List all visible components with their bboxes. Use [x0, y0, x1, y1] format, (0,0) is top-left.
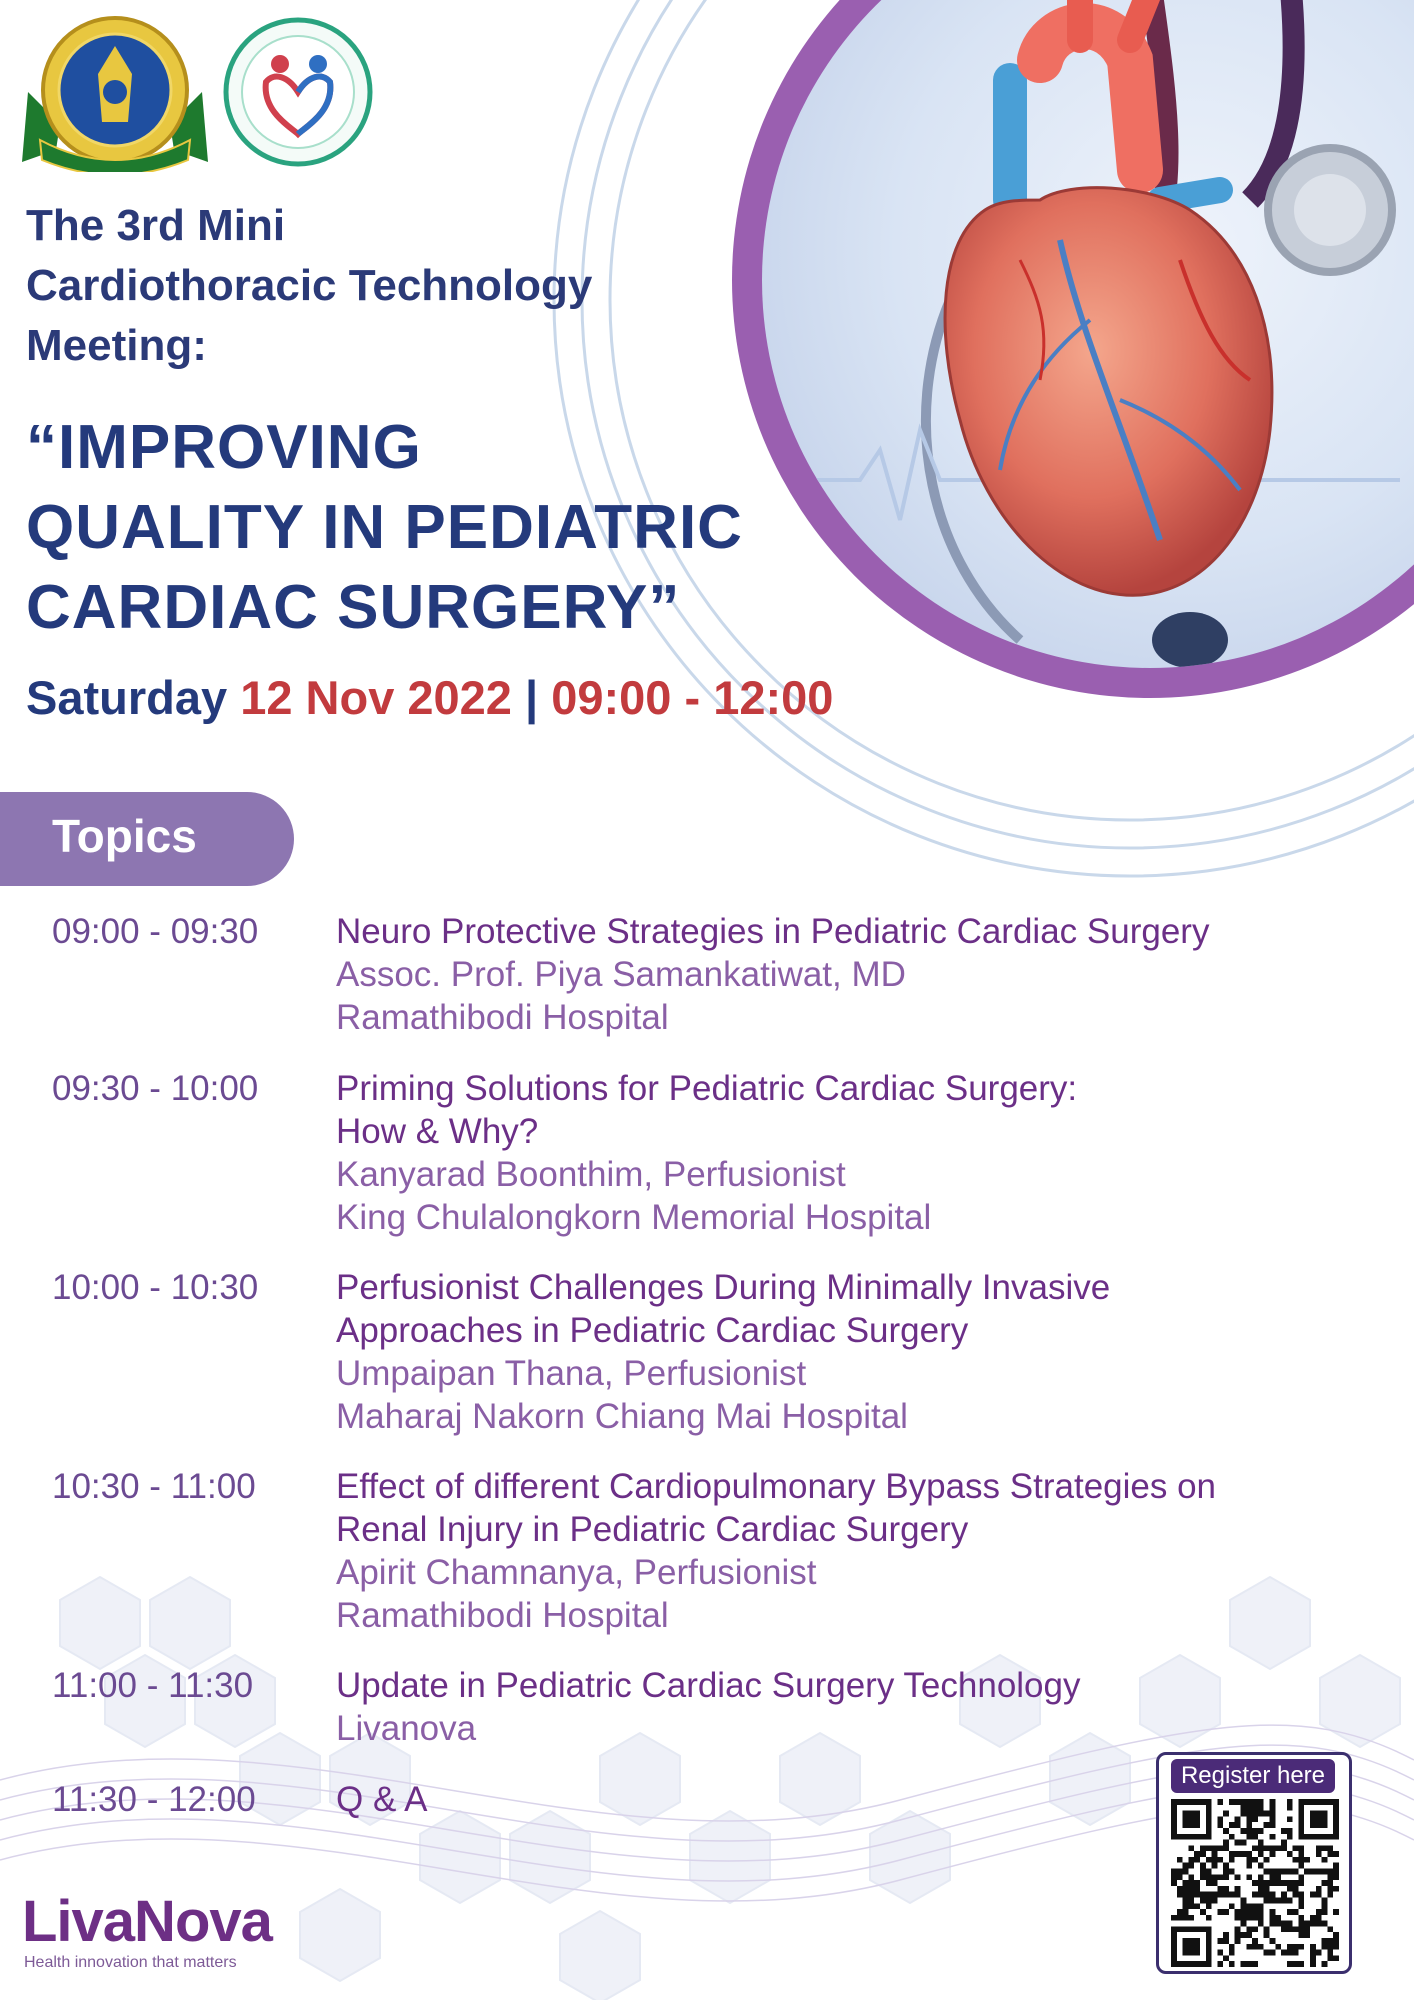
schedule-time: 10:30 - 11:00 — [52, 1467, 256, 1506]
speaker-line: Assoc. Prof. Piya Samankatiwat, MD — [336, 955, 906, 994]
title-line: CARDIAC SURGERY” — [26, 573, 681, 642]
qr-code[interactable] — [1171, 1799, 1339, 1967]
schedule-details — [336, 910, 1376, 1039]
schedule-time: 09:30 - 10:00 — [52, 1069, 259, 1108]
speaker-line: Maharaj Nakorn Chiang Mai Hospital — [336, 1397, 908, 1436]
topics-label: Topics — [52, 810, 197, 862]
topic-title-line: Perfusionist Challenges During Minimally Invasive — [336, 1268, 1111, 1307]
speaker-line: Kanyarad Boonthim, Perfusionist — [336, 1155, 846, 1194]
schedule-time: 11:00 - 11:30 — [52, 1666, 254, 1705]
topic-title-line: How & Why? — [336, 1112, 539, 1151]
speaker-line: King Chulalongkorn Memorial Hospital — [336, 1198, 932, 1237]
topic-title-line: Effect of different Cardiopulmonary Bypass Strategies on — [336, 1467, 1217, 1506]
schedule-time: 11:30 - 12:00 — [52, 1780, 256, 1819]
register-qr-box[interactable] — [1156, 1752, 1352, 1974]
event-day: Saturday — [26, 671, 228, 724]
speaker-line: Ramathibodi Hospital — [336, 998, 669, 1037]
subtitle-line: Meeting: — [26, 321, 207, 370]
topic-title-line: Update in Pediatric Cardiac Surgery Technology — [336, 1666, 1081, 1705]
schedule-time: 10:00 - 10:30 — [52, 1268, 259, 1307]
subtitle-line: The 3rd Mini — [26, 201, 286, 250]
schedule-details — [336, 1067, 1376, 1239]
livanova-logo: LivaNova — [22, 1889, 272, 1954]
livanova-tagline: Health innovation that matters — [24, 1954, 237, 1971]
date-separator: | — [525, 671, 539, 724]
speaker-line: Apirit Chamnanya, Perfusionist — [336, 1553, 817, 1592]
speaker-line: Ramathibodi Hospital — [336, 1596, 669, 1635]
subtitle-line: Cardiothoracic Technology — [26, 261, 593, 310]
event-date: 12 Nov 2022 — [240, 671, 512, 724]
title-line: QUALITY IN PEDIATRIC — [26, 493, 743, 562]
register-label: Register here — [1171, 1759, 1335, 1793]
event-subtitle — [26, 196, 726, 376]
event-time: 09:00 - 12:00 — [551, 671, 834, 724]
topic-title-line: Q & A — [336, 1780, 428, 1819]
speaker-line: Livanova — [336, 1709, 477, 1748]
schedule-details — [336, 1465, 1376, 1637]
schedule-details — [336, 1664, 1376, 1750]
mahidol-university-logo — [20, 12, 210, 172]
topic-title-line: Neuro Protective Strategies in Pediatric Cardiac Surgery — [336, 912, 1210, 951]
topic-title-line: Renal Injury in Pediatric Cardiac Surgery — [336, 1510, 969, 1549]
event-date-line — [26, 670, 833, 725]
topic-title-line: Approaches in Pediatric Cardiac Surgery — [336, 1311, 969, 1350]
cardiothoracic-society-logo — [222, 16, 374, 168]
title-line: “IMPROVING — [26, 413, 422, 482]
topics-header-tab — [0, 792, 294, 886]
topic-title-line: Priming Solutions for Pediatric Cardiac Surgery: — [336, 1069, 1078, 1108]
schedule-details — [336, 1266, 1376, 1438]
event-title — [26, 408, 926, 648]
speaker-line: Umpaipan Thana, Perfusionist — [336, 1354, 807, 1393]
schedule-time: 09:00 - 09:30 — [52, 912, 259, 951]
